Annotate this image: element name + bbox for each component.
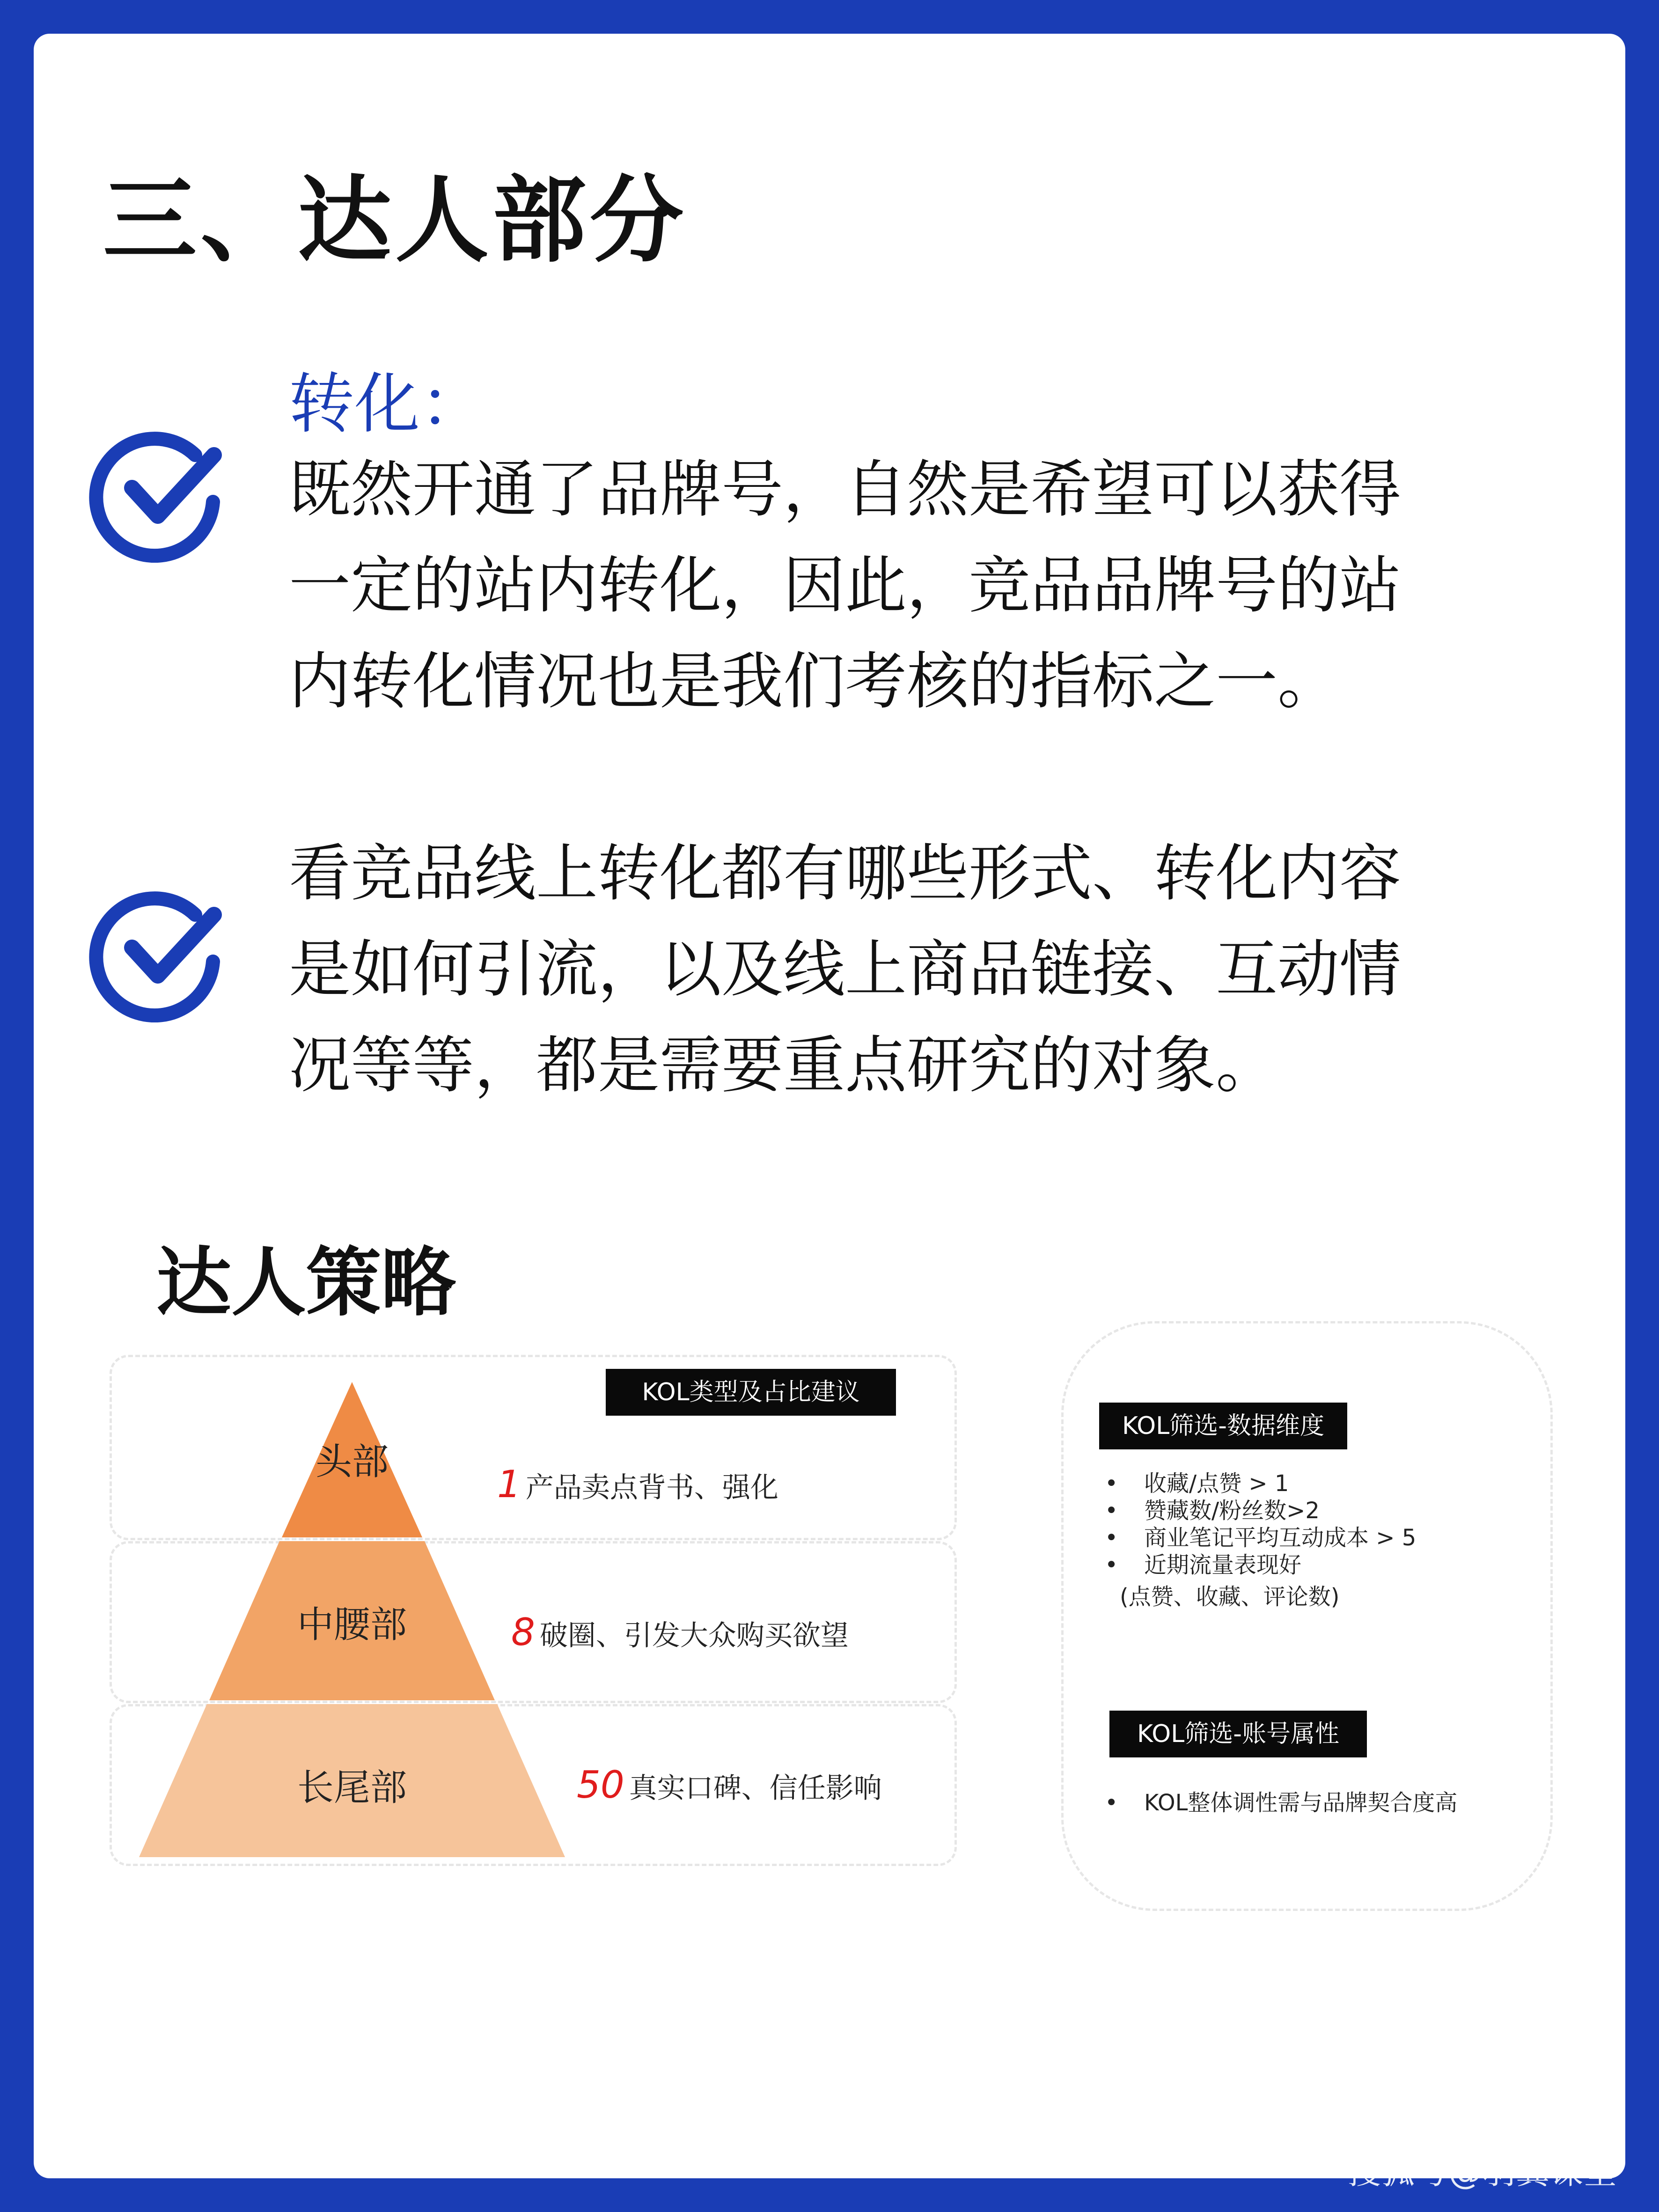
paragraph-line: 既然开通了品牌号，自然是希望可以获得: [289, 454, 1401, 526]
tier-desc: 破圈、引发大众购买欲望: [539, 1619, 849, 1652]
tier-count: 8: [511, 1610, 535, 1654]
account-attribute-label: KOL筛选-账号属性: [1109, 1711, 1367, 1757]
list-item: • 赞藏数/粉丝数>2: [1105, 1497, 1526, 1524]
conversion-paragraph-2: [289, 826, 1534, 1114]
tier-name-mid: 中腰部: [297, 1604, 407, 1646]
strategy-title: 达人策略: [156, 1239, 456, 1326]
list-item: • 近期流量表现好: [1105, 1551, 1526, 1579]
tier-name-tail: 长尾部: [297, 1767, 407, 1809]
tier-count: 50: [577, 1763, 624, 1807]
tier-row-tail: [577, 1763, 882, 1807]
data-dimension-label: KOL筛选-数据维度: [1099, 1403, 1347, 1449]
conversion-paragraph-1: [289, 442, 1534, 730]
data-dimension-note: (点赞、收藏、评论数): [1120, 1584, 1340, 1610]
paragraph-line: 内转化情况也是我们考核的指标之一。: [289, 646, 1339, 718]
tier-count: 1: [497, 1462, 521, 1506]
paragraph-line: 况等等，都是需要重点研究的对象。: [289, 1029, 1277, 1102]
content-card: [34, 34, 1625, 2178]
tier-name-head: 头部: [315, 1441, 389, 1483]
check-circle-icon: [88, 882, 228, 1022]
list-item: • 商业笔记平均互动成本 > 5: [1105, 1524, 1526, 1551]
page-title: 三、达人部分: [103, 166, 688, 275]
watermark: 搜狐号@羽翼课堂: [1347, 2152, 1617, 2191]
paragraph-line: 是如何引流，以及线上商品链接、互动情: [289, 933, 1401, 1006]
list-item: • 收藏/点赞 > 1: [1105, 1470, 1526, 1497]
account-attribute-list: [1105, 1789, 1535, 1816]
conversion-subheading: 转化：: [289, 366, 486, 442]
tier-row-head: [497, 1462, 778, 1506]
tier-desc: 真实口碑、信任影响: [629, 1772, 882, 1805]
tier-row-mid: [511, 1610, 849, 1654]
kol-type-label: KOL类型及占比建议: [606, 1369, 896, 1416]
paragraph-line: 一定的站内转化，因此，竞品品牌号的站: [289, 550, 1401, 622]
data-dimension-list: [1105, 1470, 1526, 1579]
paragraph-line: 看竞品线上转化都有哪些形式、转化内容: [289, 838, 1401, 910]
tier-desc: 产品卖点背书、强化: [525, 1471, 778, 1504]
list-item: • KOL整体调性需与品牌契合度高: [1105, 1789, 1535, 1816]
check-circle-icon: [88, 422, 228, 563]
